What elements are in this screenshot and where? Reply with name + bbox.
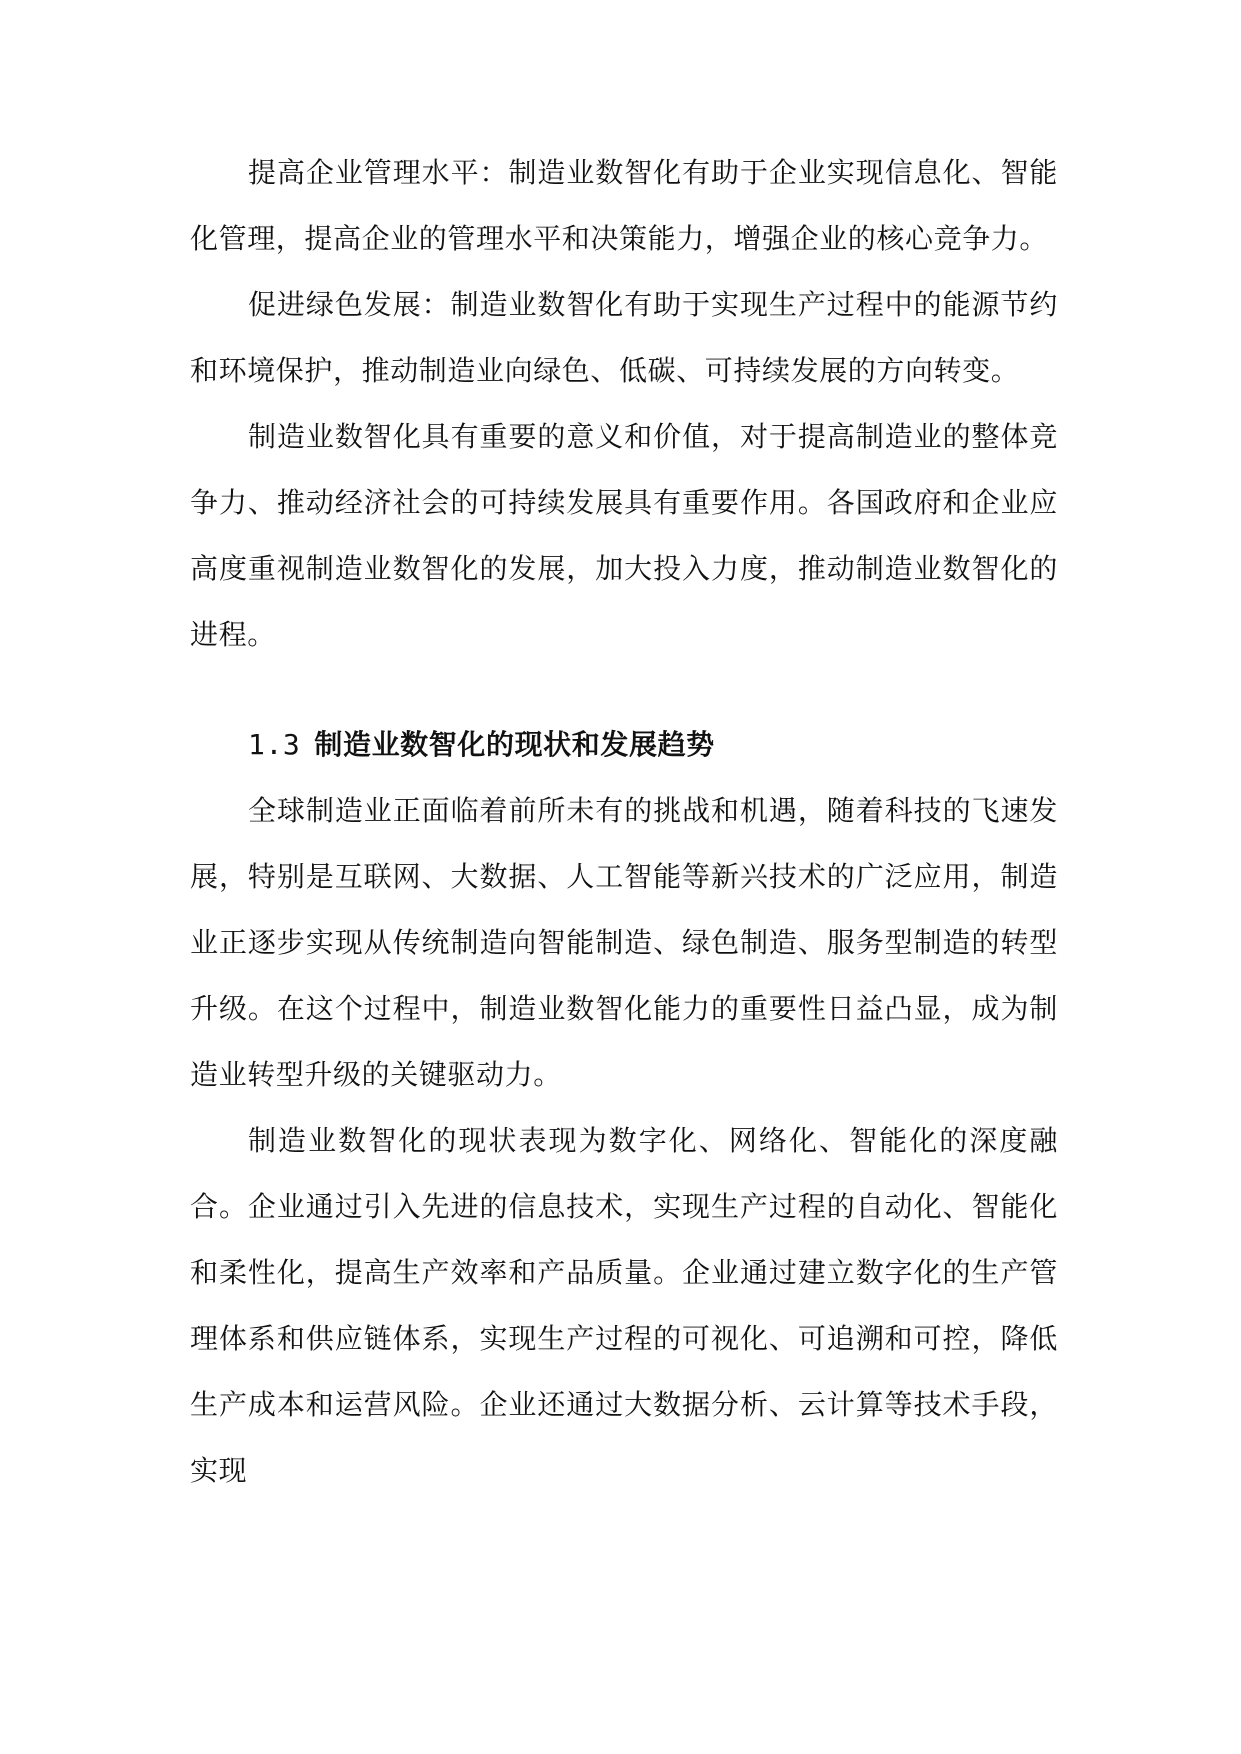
- paragraph-significance: 制造业数智化具有重要的意义和价值，对于提高制造业的整体竞争力、推动经济社会的可持续发展具有重要作用。各国政府和企业应高度重视制造业数智化的发展，加大投入力度，推动制造业数智化的进程。: [190, 420, 1058, 651]
- section-heading: [190, 712, 1058, 778]
- section-number: 1.3: [248, 728, 301, 761]
- paragraph-global-manufacturing: 全球制造业正面临着前所未有的挑战和机遇，随着科技的飞速发展，特别是互联网、大数据、人工智能等新兴技术的广泛应用，制造业正逐步实现从传统制造向智能制造、绿色制造、服务型制造的转型升级。在这个过程中，制造业数智化能力的重要性日益凸显，成为制造业转型升级的关键驱动力。: [190, 794, 1058, 1091]
- paragraph-management-level: 提高企业管理水平：制造业数智化有助于企业实现信息化、智能化管理，提高企业的管理水平和决策能力，增强企业的核心竞争力。: [190, 156, 1058, 255]
- paragraph-current-status: 制造业数智化的现状表现为数字化、网络化、智能化的深度融合。企业通过引入先进的信息技术，实现生产过程的自动化、智能化和柔性化，提高生产效率和产品质量。企业通过建立数字化的生产管理体系和供应链体系，实现生产过程的可视化、可追溯和可控，降低生产成本和运营风险。企业还通过大数据分析、云计算等技术手段，实现: [190, 1124, 1058, 1487]
- section-title: 制造业数智化的现状和发展趋势: [314, 728, 715, 761]
- paragraph-green-development: 促进绿色发展：制造业数智化有助于实现生产过程中的能源节约和环境保护，推动制造业向绿色、低碳、可持续发展的方向转变。: [190, 288, 1058, 387]
- body-text: [190, 140, 1058, 1504]
